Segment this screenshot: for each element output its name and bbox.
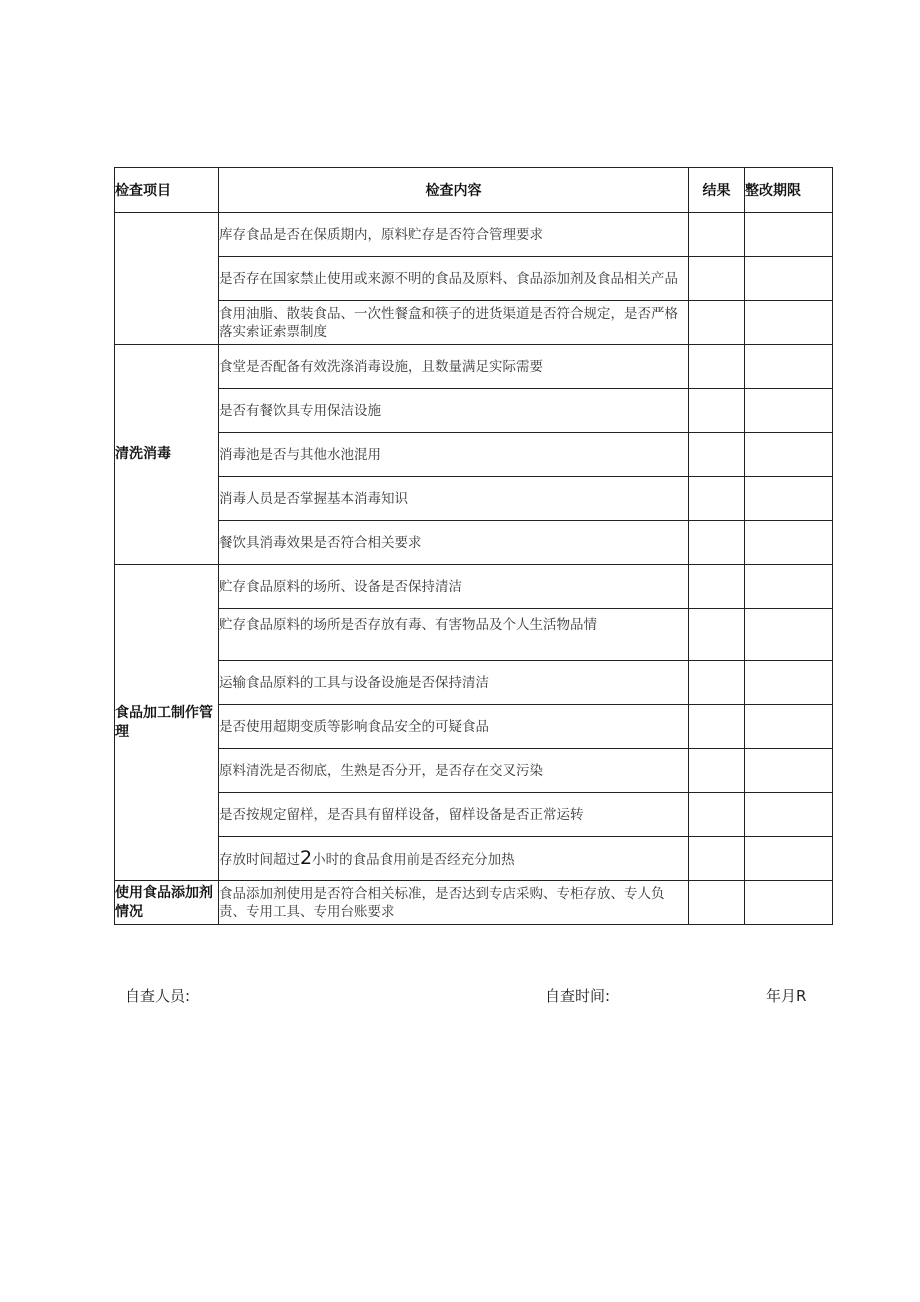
deadline-cell[interactable] [745,301,833,345]
hours-value: 2 [300,846,313,869]
check-content: 库存食品是否在保质期内，原料贮存是否符合管理要求 [219,213,689,257]
table-row [115,433,833,477]
result-cell[interactable] [689,213,745,257]
deadline-cell[interactable] [745,749,833,793]
section-title-processing: 食品加工制作管理 [115,565,219,881]
table-row [115,661,833,705]
check-content: 原料清洗是否彻底，生熟是否分开，是否存在交叉污染 [219,749,689,793]
check-content: 消毒池是否与其他水池混用 [219,433,689,477]
check-content: 食品添加剂使用是否符合相关标准，是否达到专店采购、专柜存放、专人负责、专用工具、专用台账要求 [219,881,689,925]
result-cell[interactable] [689,793,745,837]
result-cell[interactable] [689,609,745,661]
header-content: 检查内容 [219,168,689,213]
table-row [115,837,833,881]
table-row [115,609,833,661]
result-cell[interactable] [689,345,745,389]
check-content: 是否存在国家禁止使用或来源不明的食品及原料、食品添加剂及食品相关产品 [219,257,689,301]
table-row [115,793,833,837]
check-content: 贮存食品原料的场所、设备是否保持清洁 [219,565,689,609]
check-content: 消毒人员是否掌握基本消毒知识 [219,477,689,521]
deadline-cell[interactable] [745,389,833,433]
result-cell[interactable] [689,477,745,521]
table-row [115,213,833,257]
check-content: 是否使用超期变质等影响食品安全的可疑食品 [219,705,689,749]
deadline-cell[interactable] [745,837,833,881]
result-cell[interactable] [689,389,745,433]
section-title-storage [115,213,219,345]
deadline-cell[interactable] [745,793,833,837]
result-cell[interactable] [689,521,745,565]
check-content: 是否按规定留样，是否具有留样设备，留样设备是否正常运转 [219,793,689,837]
check-content [219,837,689,881]
deadline-cell[interactable] [745,345,833,389]
check-content: 是否有餐饮具专用保洁设施 [219,389,689,433]
check-content: 食用油脂、散装食品、一次性餐盒和筷子的进货渠道是否符合规定，是否严格落实索证索票制度 [219,301,689,345]
table-row [115,749,833,793]
deadline-cell[interactable] [745,661,833,705]
check-content-part: 小时的食品食用前是否经充分加热 [312,851,515,868]
result-cell[interactable] [689,257,745,301]
result-cell[interactable] [689,565,745,609]
result-cell[interactable] [689,881,745,925]
deadline-cell[interactable] [745,477,833,521]
table-row [115,565,833,609]
header-row [115,168,833,213]
table-row [115,881,833,925]
table-row [115,389,833,433]
deadline-cell[interactable] [745,521,833,565]
date-suffix: 年月R [766,987,807,1005]
header-result: 结果 [689,168,745,213]
deadline-cell[interactable] [745,609,833,661]
deadline-cell[interactable] [745,565,833,609]
check-content-part: 存放时间超过 [219,851,300,868]
table-row [115,301,833,345]
result-cell[interactable] [689,705,745,749]
table-row [115,705,833,749]
check-content: 贮存食品原料的场所是否存放有毒、有害物品及个人生活物品情 [219,609,689,661]
result-cell[interactable] [689,661,745,705]
result-cell[interactable] [689,433,745,477]
check-content: 食堂是否配备有效洗涤消毒设施，且数量满足实际需要 [219,345,689,389]
inspection-time-label: 自查时间: [545,987,611,1005]
table-row [115,477,833,521]
result-cell[interactable] [689,749,745,793]
table-row [115,345,833,389]
inspector-label: 自查人员: [125,987,191,1005]
check-content: 餐饮具消毒效果是否符合相关要求 [219,521,689,565]
header-item: 检查项目 [115,168,219,213]
section-title-cleaning: 清洗消毒 [115,345,219,565]
table-row [115,521,833,565]
check-content: 运输食品原料的工具与设备设施是否保持清洁 [219,661,689,705]
result-cell[interactable] [689,301,745,345]
result-cell[interactable] [689,837,745,881]
section-title-additives: 使用食品添加剂情况 [115,881,219,925]
deadline-cell[interactable] [745,881,833,925]
deadline-cell[interactable] [745,257,833,301]
deadline-cell[interactable] [745,705,833,749]
inspection-table [114,167,833,925]
deadline-cell[interactable] [745,213,833,257]
deadline-cell[interactable] [745,433,833,477]
table-row [115,257,833,301]
header-deadline: 整改期限 [745,168,833,213]
